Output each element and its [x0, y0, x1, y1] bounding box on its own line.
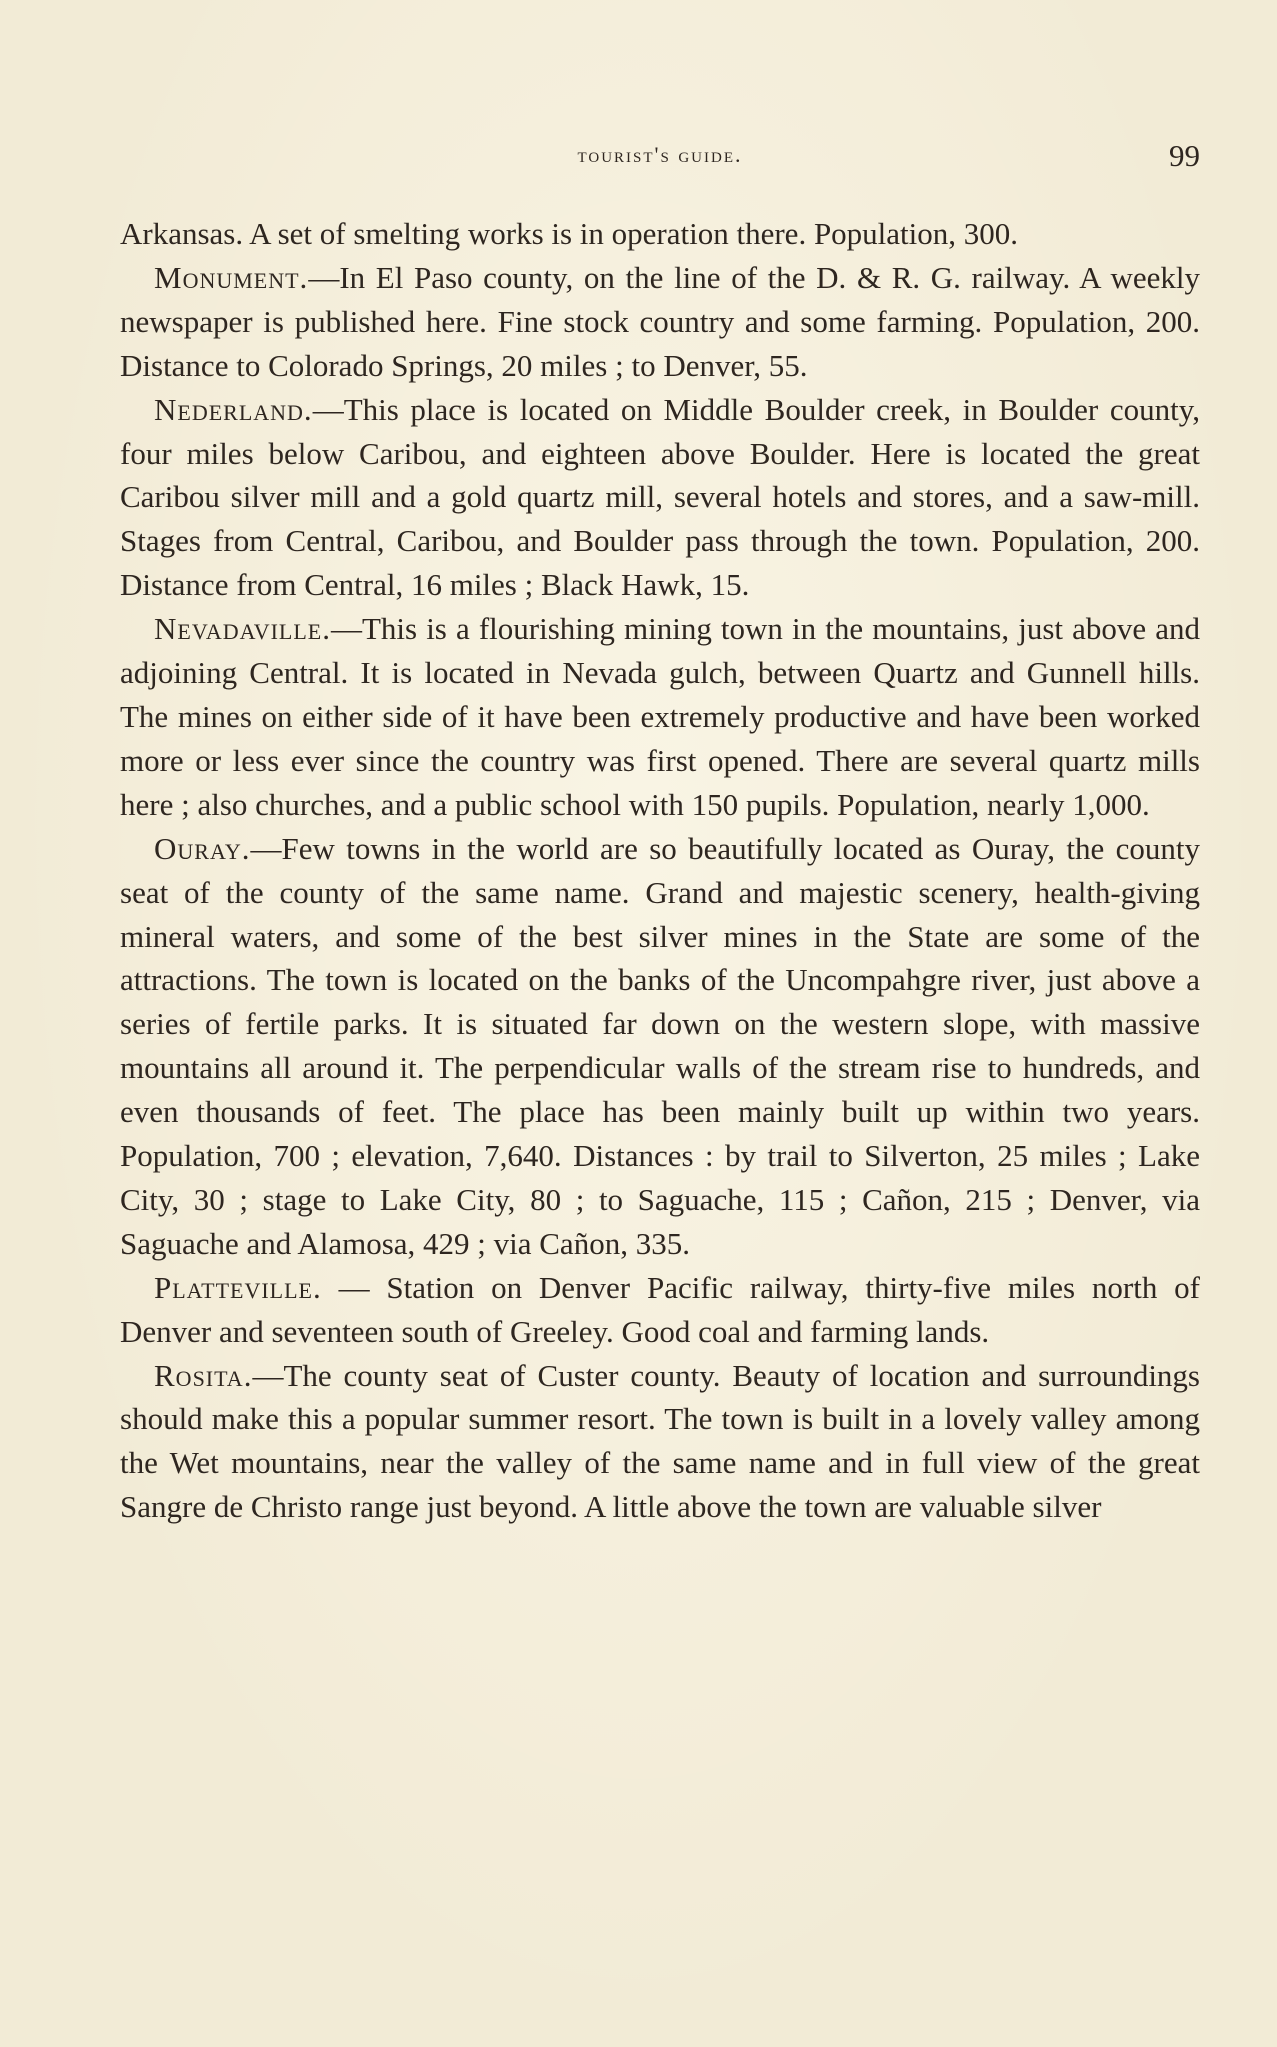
running-head: tourist's guide. [577, 142, 743, 167]
entry-head: Nevadaville. [154, 611, 331, 647]
entry-head: Nederland. [154, 391, 313, 427]
entry-text: —In El Paso county, on the line of the D. & R. G. railway. A weekly newspaper is published here. Fine stock country and some farming. Population, 200. Distance to Colorado Springs, 20 miles ; to Denver, 55. [120, 259, 1200, 383]
entry-head: Rosita. [154, 1357, 253, 1393]
entry-head: Platteville. [154, 1269, 322, 1305]
entry-head: Ouray. [154, 830, 251, 866]
entry-rosita [120, 1354, 1200, 1530]
page-number: 99 [1169, 138, 1200, 173]
entry-nederland [120, 388, 1200, 608]
entry-text: —This place is located on Middle Boulder creek, in Boulder county, four miles below Caribou, and eighteen above Boulder. Here is located the great Caribou silver mill and a gold quartz mill, several hotels and stores, and a saw-mill. Stages from Central, Caribou, and Boulder pass through the town. Population, 200. Distance from Central, 16 miles ; Black Hawk, 15. [120, 391, 1200, 603]
entry-text: Arkansas. A set of smelting works is in operation there. Population, 300. [120, 216, 1019, 251]
entry-monument [120, 256, 1200, 388]
page-header [120, 138, 1200, 178]
entry-text: —Few towns in the world are so beautifully located as Ouray, the county seat of the county of the same name. Grand and majestic scenery, health-giving mineral waters, and some of the best silver mines in the State are some of the attractions. The town is located on the banks of the Uncompahgre river, just above a series of fertile parks. It is situated far down on the western slope, with massive mountains all around it. The perpendicular walls of the stream rise to hundreds, and even thousands of feet. The place has been mainly built up within two years. Population, 700 ; elevation, 7,640. Distances : by trail to Silverton, 25 miles ; Lake City, 30 ; stage to Lake City, 80 ; to Saguache, 115 ; Cañon, 215 ; Denver, via Saguache and Alamosa, 429 ; via Cañon, 335. [120, 830, 1200, 1261]
entry-text: —This is a flourishing mining town in the mountains, just above and adjoining Central. It is located in Nevada gulch, between Quartz and Gunnell hills. The mines on either side of it have been extremely productive and have been worked more or less ever since the country was first opened. There are several quartz mills here ; also churches, and a public school with 150 pupils. Population, nearly 1,000. [120, 611, 1200, 822]
paragraph-arkansas-continuation [120, 212, 1200, 256]
entry-nevadaville [120, 607, 1200, 827]
entry-platteville [120, 1266, 1200, 1354]
entry-ouray [120, 827, 1200, 1266]
entry-text: —The county seat of Custer county. Beauty of location and surroundings should make this a popular summer resort. The town is built in a lovely valley among the Wet mountains, near the valley of the same name and in full view of the great Sangre de Christo range just beyond. A little above the town are valuable silver [120, 1357, 1200, 1525]
entry-head: Monument. [154, 259, 309, 295]
body-text [120, 212, 1200, 1529]
entry-text: — Station on Denver Pacific railway, thirty-five miles north of Denver and seventeen south of Greeley. Good coal and farming lands. [120, 1269, 1200, 1349]
